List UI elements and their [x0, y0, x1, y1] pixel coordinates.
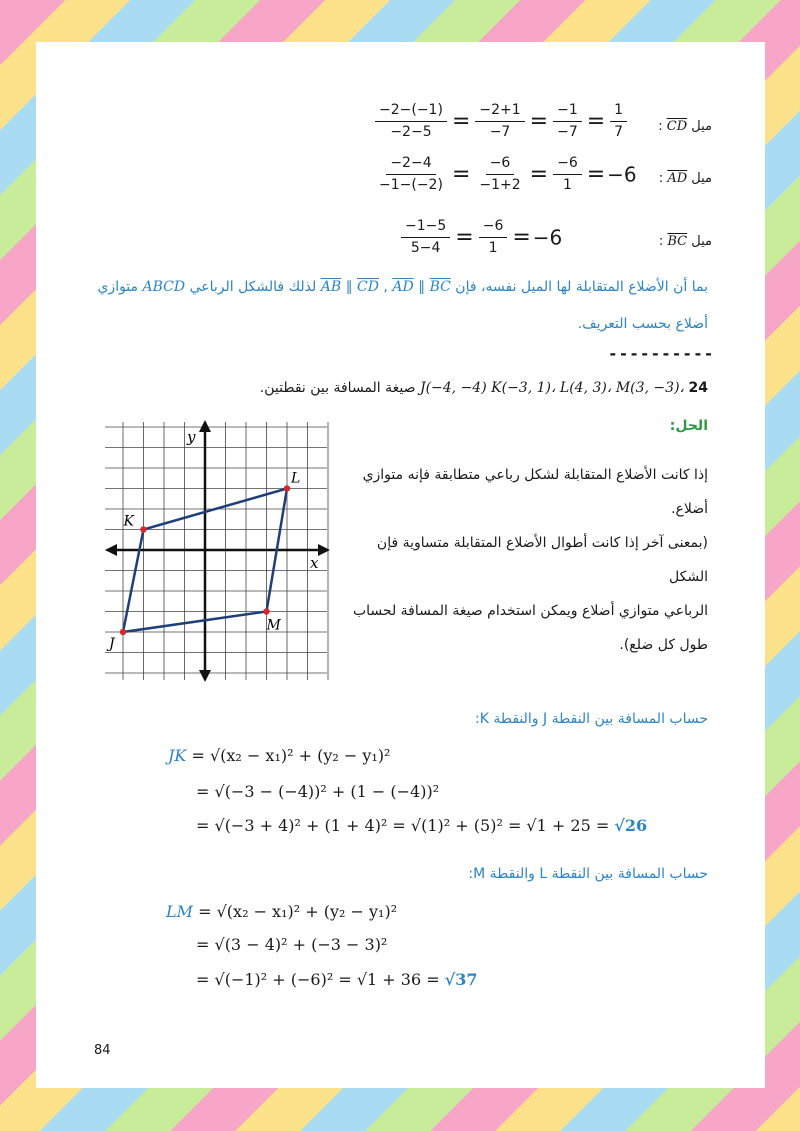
fraction-denominator: −1+2	[479, 177, 521, 193]
jk-result: √26	[614, 816, 648, 835]
axis-x-label: x	[310, 554, 319, 572]
explanation-line: أضلاع.	[671, 501, 708, 517]
jk-line-2: = √(−3 − (−4))² + (1 − (−4))²	[196, 782, 440, 801]
explanation-line: إذا كانت الأضلاع المتقابلة لشكل رباعي متطابقة فإنه متوازي	[362, 467, 708, 483]
jk-steps: = √(−3 + 4)² + (1 + 4)² = √(1)² + (5)² = √1 + 25 =	[196, 816, 610, 835]
lm-formula: = √(x₂ − x₁)² + (y₂ − y₁)²	[198, 902, 398, 921]
separator: ----------	[608, 344, 715, 363]
page-number: 84	[94, 1043, 111, 1058]
slope-ad-expression: $\frac{-2-4}{-1-(-2)}$ = $\frac{-6}{-1+2}$ = $\frac{-6}{1}$ = −6	[372, 155, 637, 194]
problem-24	[108, 380, 708, 396]
fraction-numerator: −1−5	[401, 218, 450, 238]
point-label-j: J	[109, 636, 115, 652]
jk-lhs: JK	[168, 746, 187, 765]
problem-number: 24	[688, 380, 708, 396]
explanation	[340, 458, 708, 662]
explanation-line: (بمعنى آخر إذا كانت أطوال الأضلاع المتقابلة متساوية فإن الشكل	[376, 535, 708, 585]
problem-text: صيغة المسافة بين نقطتين.	[259, 380, 416, 396]
fraction-denominator: −1−(−2)	[379, 177, 443, 193]
fraction-numerator: 1	[610, 102, 627, 122]
lm-line-1	[166, 902, 397, 921]
conclusion-line-1: بما أن الأضلاع المتقابلة لها الميل نفسه، فإن $\overline{AB}$ ∥ $\overline{CD}$ , $\overline{AD}$ ∥ $\overline{BC}$ لذلك فالشكل الرباعي ABCD متوازي	[97, 279, 708, 295]
point-l	[284, 485, 290, 491]
slope-bc-expression: $\frac{-1-5}{5-4}$ = $\frac{-6}{1}$ = −6	[398, 218, 562, 257]
lm-line-2: = √(3 − 4)² + (−3 − 3)²	[196, 935, 388, 954]
explanation-line: طول كل ضلع).	[619, 637, 708, 653]
lm-result: √37	[444, 970, 478, 989]
fraction-numerator: −6	[486, 155, 515, 175]
conclusion-line-2: أضلاع بحسب التعريف.	[577, 316, 708, 332]
slope-ad-label: ميل AD :	[658, 171, 712, 186]
point-label-m: M	[266, 617, 281, 634]
graph-points	[106, 471, 300, 653]
lm-heading: حساب المسافة بين النقطة L والنقطة M:	[468, 866, 708, 882]
solution-label: الحل:	[669, 418, 708, 434]
slope-bc-result: −6	[532, 225, 563, 250]
fraction-numerator: −6	[479, 218, 508, 238]
fraction-numerator: −1	[553, 102, 582, 122]
slope-bc-label: ميل BC :	[658, 234, 712, 249]
jk-heading: حساب المسافة بين النقطة J والنقطة K:	[475, 711, 708, 727]
point-m	[263, 608, 269, 614]
explanation-line: الرباعي متوازي أضلاع ويمكن استخدام صيغة المسافة لحساب	[352, 603, 708, 619]
point-k	[140, 526, 146, 532]
jk-line-3	[196, 816, 647, 835]
jk-line-1	[168, 746, 390, 765]
jk-formula: = √(x₂ − x₁)² + (y₂ − y₁)²	[191, 746, 391, 765]
lm-lhs: LM	[166, 902, 194, 921]
fraction-numerator: −2−(−1)	[375, 102, 447, 122]
slope-ad-result: −6	[607, 162, 637, 187]
fraction-numerator: −2+1	[475, 102, 524, 122]
fraction-numerator: −2−4	[386, 155, 435, 175]
fraction-denominator: −2−5	[390, 124, 432, 140]
lm-line-3	[196, 970, 478, 989]
slope-cd-label: ميل CD :	[658, 119, 712, 134]
fraction-denominator: 7	[614, 124, 624, 140]
fraction-denominator: −7	[557, 124, 578, 140]
lm-steps: = √(−1)² + (−6)² = √1 + 36 =	[196, 970, 440, 989]
fraction-denominator: 5−4	[410, 240, 441, 256]
point-label-k: K	[123, 513, 134, 530]
axis-y-label: y	[187, 428, 196, 446]
fraction-numerator: −6	[553, 155, 582, 175]
slope-cd-expression: $\frac{-2-(-1)}{-2-5}$ = $\frac{-2+1}{-7}$ = $\frac{-1}{-7}$ = $\frac{1}{7}$	[372, 102, 630, 141]
problem-points: J(−4, −4) K(−3, 1)، L(4, 3)، M(3, −3)،	[419, 380, 685, 396]
point-label-l: L	[291, 470, 301, 487]
fraction-denominator: 1	[488, 240, 498, 256]
fraction-denominator: −7	[489, 124, 511, 140]
point-j	[120, 629, 126, 635]
coordinate-graph	[105, 420, 330, 682]
fraction-denominator: 1	[562, 177, 572, 193]
parallel-statement: $\overline{AB}$ ∥ $\overline{CD}$ , $\overline{AD}$ ∥ $\overline{BC}$	[320, 279, 451, 295]
